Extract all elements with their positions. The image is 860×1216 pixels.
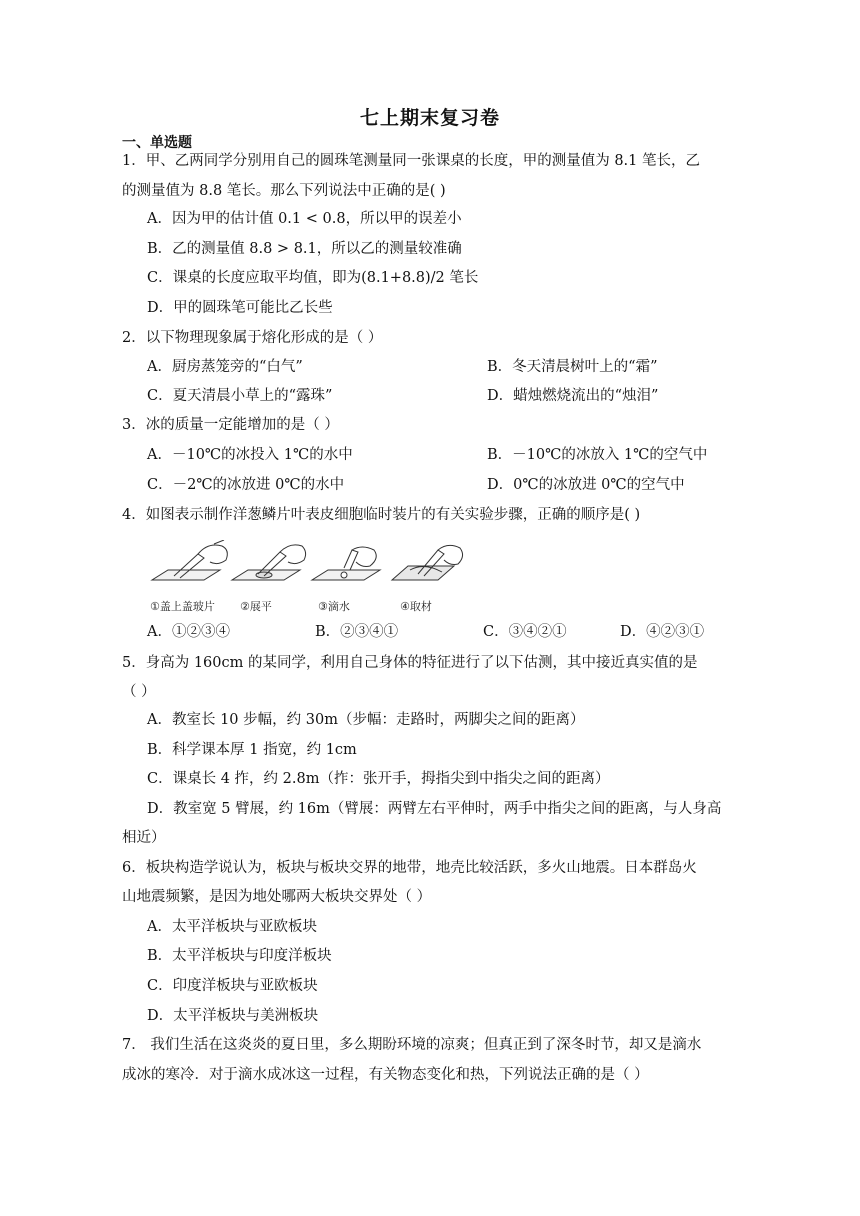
question-3-option-c: C．－2℃的冰放进 0℃的水中 bbox=[147, 477, 345, 493]
question-1-option-b: B．乙的测量值 8.8 > 8.1，所以乙的测量较准确 bbox=[147, 241, 462, 257]
question-6-option-d: D．太平洋板块与美洲板块 bbox=[147, 1008, 319, 1024]
question-1-option-c: C．课桌的长度应取平均值，即为(8.1+8.8)/2 笔长 bbox=[147, 270, 479, 286]
question-6-option-b: B．太平洋板块与印度洋板块 bbox=[147, 948, 332, 964]
question-3-option-a: A．－10℃的冰投入 1℃的水中 bbox=[147, 447, 353, 463]
question-1-option-d: D．甲的圆珠笔可能比乙长些 bbox=[147, 300, 333, 316]
question-1-option-a: A．因为甲的估计值 0.1 < 0.8，所以甲的误差小 bbox=[147, 211, 462, 227]
question-5-option-d-line-2: 相近） bbox=[122, 830, 166, 846]
question-4-option-c: C．③④②① bbox=[483, 624, 567, 640]
question-6-option-c: C．印度洋板块与亚欧板块 bbox=[147, 978, 318, 994]
question-7-text-line-1: 7． 我们生活在这炎炎的夏日里，多么期盼环境的凉爽；但真正到了深冬时节，却又是滴水 bbox=[122, 1037, 702, 1053]
question-2-option-c: C．夏天清晨小草上的“露珠” bbox=[147, 388, 333, 404]
slide-steps-drawing bbox=[148, 540, 468, 598]
question-3-text: 3．冰的质量一定能增加的是（ ） bbox=[122, 417, 339, 433]
question-4-option-b: B．②③④① bbox=[315, 624, 399, 640]
question-5-option-b: B．科学课本厚 1 指宽，约 1cm bbox=[147, 742, 357, 758]
page-title: 七上期末复习卷 bbox=[359, 107, 500, 129]
question-7-text-line-2: 成冰的寒冷．对于滴水成冰这一过程，有关物态变化和热，下列说法正确的是（ ） bbox=[122, 1067, 649, 1083]
question-6-text-line-2: 山地震频繁，是因为地处哪两大板块交界处（ ） bbox=[122, 889, 432, 905]
question-4-option-a: A．①②③④ bbox=[147, 624, 230, 640]
question-4-text: 4．如图表示制作洋葱鳞片叶表皮细胞临时装片的有关实验步骤，正确的顺序是( ) bbox=[122, 507, 641, 523]
figure-caption-4: ④取材 bbox=[400, 600, 432, 613]
slide-preparation-figure bbox=[148, 540, 468, 612]
question-3-option-b: B．－10℃的冰放入 1℃的空气中 bbox=[487, 447, 708, 463]
question-5-option-d-line-1: D．教室宽 5 臂展，约 16m（臂展：两臂左右平伸时，两手中指尖之间的距离，与人身高 bbox=[147, 801, 722, 817]
question-2-text: 2．以下物理现象属于熔化形成的是（ ） bbox=[122, 330, 383, 346]
question-2-option-b: B．冬天清晨树叶上的“霜” bbox=[487, 359, 658, 375]
question-6-option-a: A．太平洋板块与亚欧板块 bbox=[147, 919, 317, 935]
question-3-option-d: D．0℃的冰放进 0℃的空气中 bbox=[487, 477, 685, 493]
question-5-option-c: C．课桌长 4 拃，约 2.8m（拃：张开手，拇指尖到中指尖之间的距离） bbox=[147, 771, 610, 787]
question-5-option-a: A．教室长 10 步幅，约 30m（步幅：走路时，两脚尖之间的距离） bbox=[147, 712, 585, 728]
figure-caption-1: ①盖上盖玻片 bbox=[150, 600, 215, 613]
question-6-text-line-1: 6．板块构造学说认为，板块与板块交界的地带，地壳比较活跃，多火山地震。日本群岛火 bbox=[122, 860, 697, 876]
question-2-option-d: D．蜡烛燃烧流出的“烛泪” bbox=[487, 388, 659, 404]
question-1-text-line-1: 1．甲、乙两同学分别用自己的圆珠笔测量同一张课桌的长度，甲的测量值为 8.1 笔长，乙 bbox=[122, 153, 700, 169]
question-1-text-line-2: 的测量值为 8.8 笔长。那么下列说法中正确的是( ) bbox=[122, 183, 446, 199]
question-2-option-a: A．厨房蒸笼旁的“白气” bbox=[147, 359, 303, 375]
question-4-option-d: D．④②③① bbox=[620, 624, 705, 640]
question-5-text-line-1: 5．身高为 160cm 的某同学，利用自己身体的特征进行了以下估测，其中接近真实值的是 bbox=[122, 655, 698, 671]
figure-caption-2: ②展平 bbox=[240, 600, 272, 613]
section-heading: 一、单选题 bbox=[122, 135, 192, 151]
figure-caption-3: ③滴水 bbox=[318, 600, 350, 613]
question-5-text-line-2: （ ） bbox=[122, 684, 156, 700]
